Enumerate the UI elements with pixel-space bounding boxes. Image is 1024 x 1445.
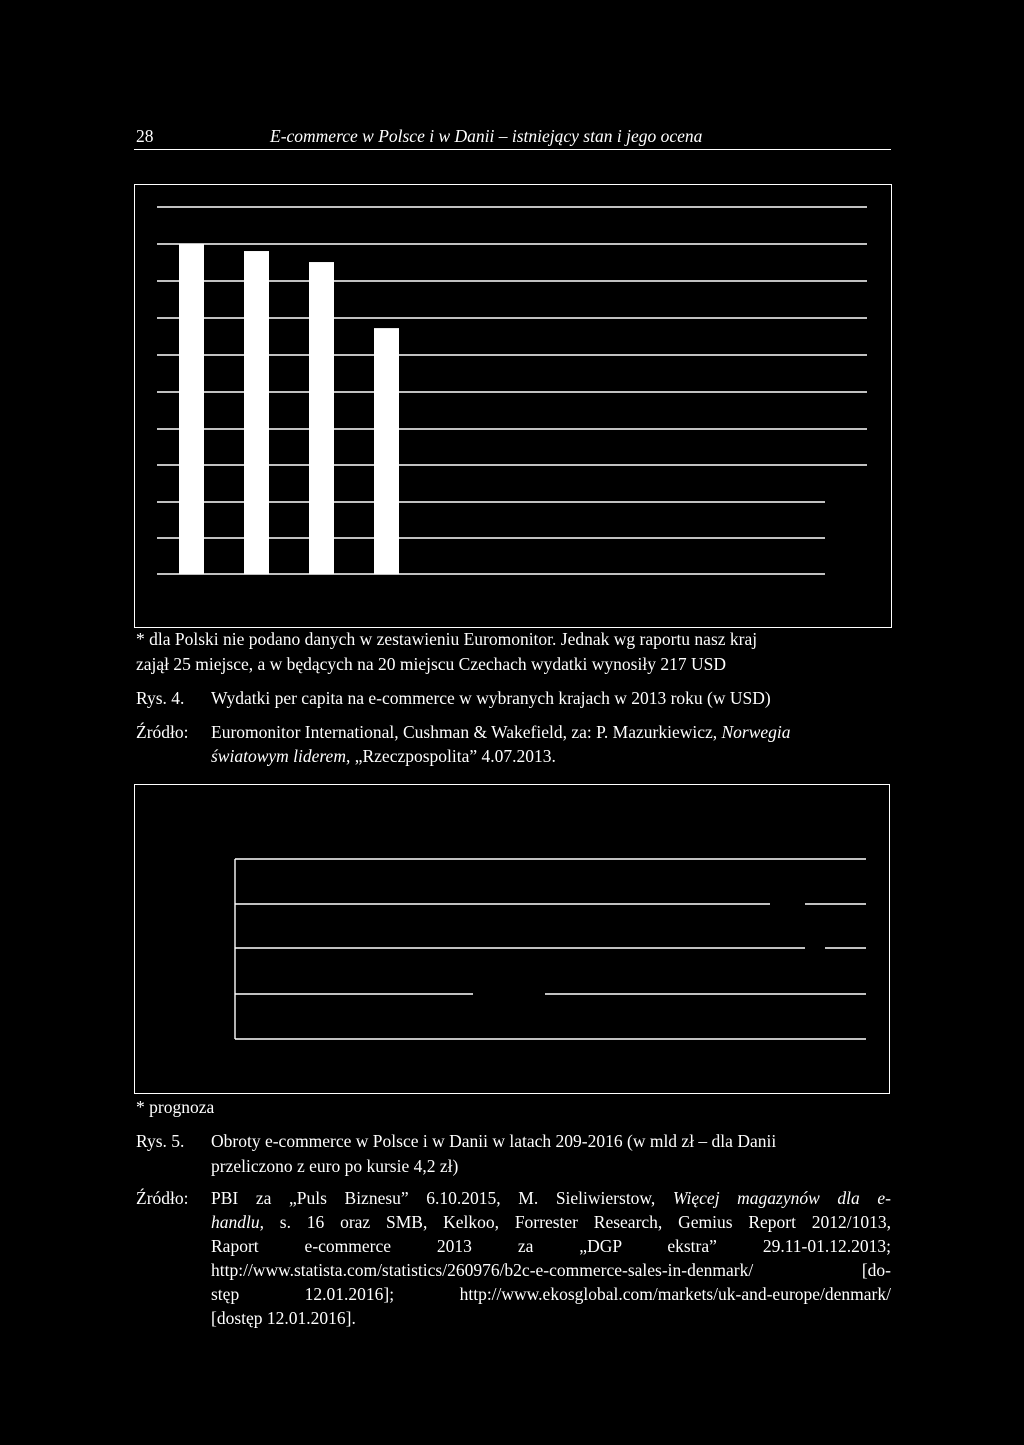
figure5-gridlines xyxy=(235,859,866,1039)
figure5-caption-label: Rys. 5. xyxy=(136,1131,185,1151)
figure4-source-line2 xyxy=(211,744,556,768)
figure4-source-line1 xyxy=(211,720,791,744)
figure5-source-part1: PBI za „Puls Biznesu” 6.10.2015, M. Sieliwierstow, xyxy=(211,1188,673,1208)
figure4-source-publication: , „Rzeczpospolita” 4.07.2013. xyxy=(345,746,556,766)
figure5-frame xyxy=(134,784,890,1094)
figure5-source-label: Źródło: xyxy=(136,1188,189,1208)
figure5-caption-line2: przeliczono z euro po kursie 4,2 zł) xyxy=(211,1156,459,1176)
figure5-caption-line1: Obroty e-commerce w Polsce i w Danii w latach 209-2016 (w mld zł – dla Danii xyxy=(211,1131,777,1151)
figure4-frame xyxy=(134,184,892,628)
figure5-source-line4: http://www.statista.com/statistics/260976/b2c-e-commerce-sales-in-denmark/ [do- xyxy=(211,1260,891,1280)
figure4-bar-1 xyxy=(179,244,204,574)
figure5-source-article-title2: handlu xyxy=(211,1212,260,1232)
figure5-note: * prognoza xyxy=(136,1097,215,1117)
figure4-bar-4 xyxy=(374,328,399,574)
figure5-source-line1 xyxy=(211,1186,891,1210)
figure4-bar-2 xyxy=(244,251,269,574)
header-rule xyxy=(134,149,891,150)
figure4-bar-3 xyxy=(309,262,334,574)
figure4-source-label: Źródło: xyxy=(136,722,189,742)
figure5-source-line3: Raport e-commerce 2013 za „DGP ekstra” 29.11-01.12.2013; xyxy=(211,1236,891,1256)
figure5-source-line6: [dostęp 12.01.2016]. xyxy=(211,1308,356,1328)
figure4-bar-chart xyxy=(135,185,891,627)
page-number: 28 xyxy=(136,126,154,146)
figure5-source-line5: stęp 12.01.2016]; http://www.ekosglobal.com/markets/uk-and-europe/denmark/ xyxy=(211,1284,891,1304)
figure5-chart xyxy=(135,785,889,1093)
figure4-caption-text: Wydatki per capita na e-commerce w wybranych krajach w 2013 roku (w USD) xyxy=(211,688,771,708)
figure4-note-line2: zajął 25 miejsce, a w będących na 20 miejscu Czechach wydatki wynosiły 217 USD xyxy=(136,654,726,674)
running-title: E-commerce w Polsce i w Danii – istniejący stan i jego ocena xyxy=(270,126,703,146)
figure4-source-authors: Euromonitor International, Cushman & Wakefield, za: P. Mazurkiewicz, xyxy=(211,722,722,742)
figure4-bars xyxy=(179,244,399,574)
figure5-source-article-title1: Więcej magazynów dla e- xyxy=(672,1188,891,1208)
figure5-source-part2: , s. 16 oraz SMB, Kelkoo, Forrester Research, Gemius Report 2012/1013, xyxy=(259,1212,891,1232)
figure4-caption-label: Rys. 4. xyxy=(136,688,185,708)
figure4-source-title-part2: światowym liderem xyxy=(211,746,346,766)
figure4-source-title-part1: Norwegia xyxy=(721,722,791,742)
figure5-source-line2 xyxy=(211,1210,891,1234)
figure4-note-line1: * dla Polski nie podano danych w zestawieniu Euromonitor. Jednak wg raportu nasz kraj xyxy=(136,629,758,649)
